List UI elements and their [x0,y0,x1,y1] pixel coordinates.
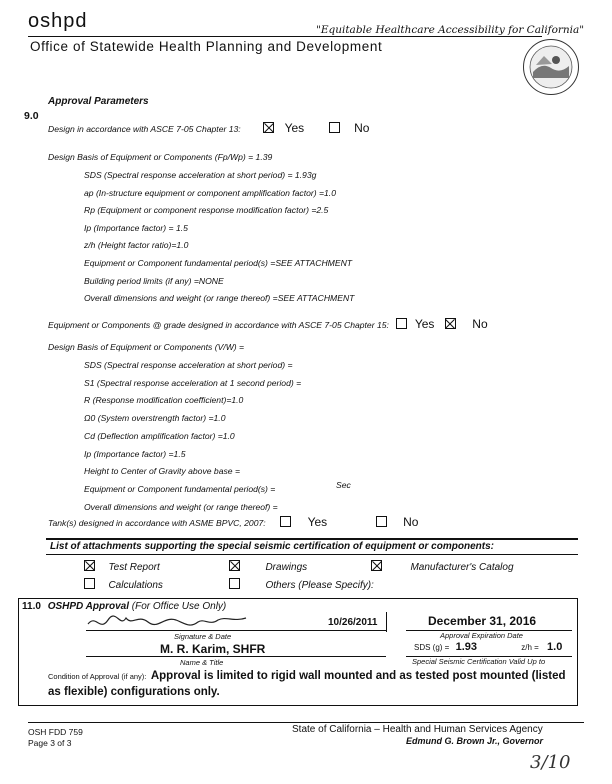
asce13-no-checkbox[interactable] [329,122,340,133]
asce13-row [48,119,369,137]
attachments-title: List of attachments supporting the special seismic certification of equipment or components: [50,541,494,552]
section-title: Approval Parameters [48,96,149,107]
basis-item: Building period limits (if any) =NONE [84,275,224,286]
basis-title: Design Basis of Equipment or Components (Fp/Wp) = 1.39 [48,152,273,162]
basis-item: Equipment or Component fundamental period(s) =SEE ATTACHMENT [84,257,353,268]
office-name: Office of Statewide Health Planning and Development [30,39,383,54]
attachment-item: Calculations [84,575,163,593]
expiration-date: December 31, 2016 [428,614,537,628]
basis2-title: Design Basis of Equipment or Components (V/W) = [48,342,245,352]
handwritten-note: 3/10 [530,752,571,773]
approval-header: 11.0 OSHPD Approval (For Office Use Only) [22,601,227,612]
attachment-item: Manufacturer's Catalog [371,557,514,575]
basis2-item: Ω0 (System overstrength factor) =1.0 [84,413,226,424]
name-label: Name & Title [180,658,224,667]
expiration-label: Approval Expiration Date [440,631,523,640]
asce15-yes-label: Yes [414,317,435,331]
tagline: "Equitable Healthcare Accessibility for California" [316,24,585,36]
basis-item: SDS (Spectral response acceleration at short period) = 1.93g [84,170,317,180]
basis-item: z/h (Height factor ratio)=1.0 [84,240,189,251]
basis2-item: Ip (Importance factor) =1.5 [84,448,186,459]
valid-label: Special Seismic Certification Valid Up to [412,657,546,666]
drawings-checkbox[interactable] [229,560,240,571]
calculations-checkbox[interactable] [84,578,95,589]
sds-row: SDS (g) = 1.93 z/h = 1.0 [414,641,563,653]
period-unit: Sec [336,480,351,490]
tanks-yes-checkbox[interactable] [280,516,291,527]
test-report-checkbox[interactable] [84,560,95,571]
basis2-item: SDS (Spectral response acceleration at short period) = [84,360,293,370]
basis-item: Ip (Importance factor) = 1.5 [84,222,188,233]
basis2-item: Height to Center of Gravity above base = [84,466,240,477]
governor: Edmund G. Brown Jr., Governor [406,736,544,746]
tanks-row [48,513,418,531]
basis-item: Overall dimensions and weight (or range thereof) =SEE ATTACHMENT [84,293,355,304]
oshpd-logo: oshpd [28,10,88,32]
basis2-item: R (Response modification coefficient)=1.0 [84,395,244,406]
condition: Condition of Approval (if any): Approval is limited to rigid wall mounted and as tested post mounted (listed as flexible) configurations only. [48,670,566,698]
attachment-item: Test Report [84,557,160,575]
tanks-no-checkbox[interactable] [376,516,387,527]
asce15-no-checkbox[interactable] [445,318,456,329]
asce15-no-label: No [472,317,488,331]
asce15-row [48,315,488,333]
approval-date: 10/26/2011 [328,617,378,628]
california-seal [522,38,580,96]
basis2-item: Cd (Deflection amplification factor) =1.0 [84,430,235,441]
approver-name: M. R. Karim, SHFR [160,642,266,656]
basis-list [84,167,354,308]
asce13-yes-checkbox[interactable] [263,122,274,133]
page-number: Page 3 of 3 [28,738,72,748]
attachment-item: Others (Please Specify): [229,575,374,593]
attachment-item: Drawings [229,557,307,575]
tanks-no-label: No [403,515,419,529]
asce15-yes-checkbox[interactable] [396,318,407,329]
tanks-yes-label: Yes [307,515,328,529]
tanks-label: Tank(s) designed in accordance with ASME BPVC, 2007: [48,518,266,528]
agency: State of California – Health and Human Services Agency [292,724,543,735]
basis-item: ap (In-structure equipment or component amplification factor) =1.0 [84,187,336,198]
asce13-no-label: No [354,121,370,135]
others-checkbox[interactable] [229,578,240,589]
basis2-item: S1 (Spectral response acceleration at 1 second period) = [84,377,302,388]
section-number: 9.0 [24,110,39,122]
basis-item: Rp (Equipment or component response modification factor) =2.5 [84,205,329,216]
basis2-item: Equipment or Component fundamental period(s) = [84,483,276,494]
asce13-label: Design in accordance with ASCE 7-05 Chapter 13: [48,124,241,134]
basis2-item: Overall dimensions and weight (or range thereof) = [84,501,278,512]
asce13-yes-label: Yes [284,121,305,135]
basis2-list [84,357,301,516]
catalog-checkbox[interactable] [371,560,382,571]
asce15-label: Equipment or Components @ grade designed in accordance with ASCE 7-05 Chapter 15: [48,320,389,330]
form-number: OSH FDD 759 [28,727,83,737]
signature-label: Signature & Date [174,632,232,641]
